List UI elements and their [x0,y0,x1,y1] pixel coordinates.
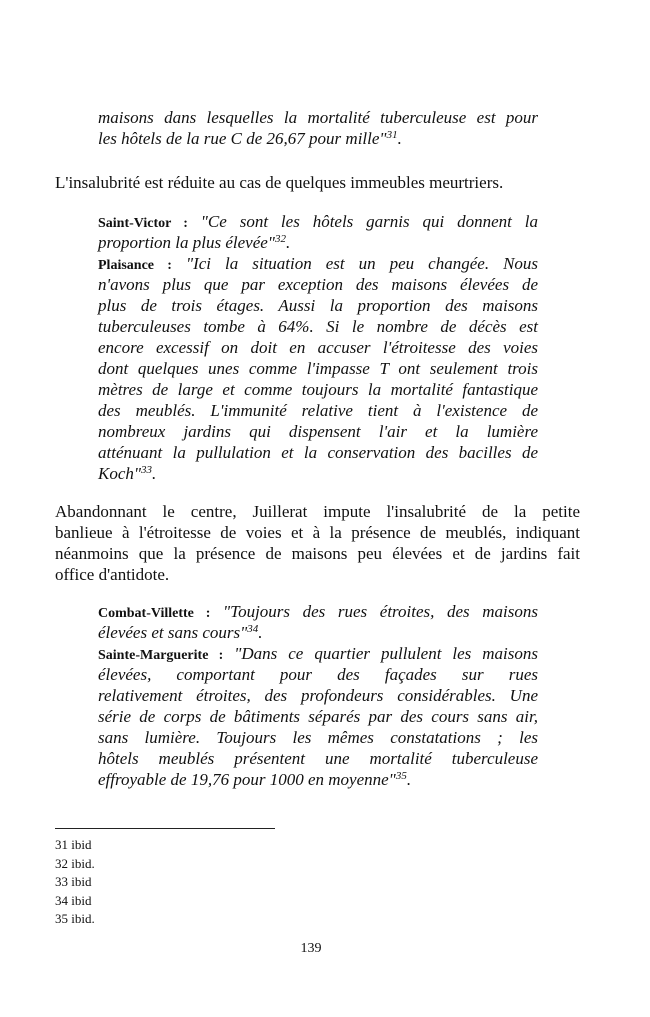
footnote: 31 ibid [55,837,92,852]
text-line: des meublés. L'immunité relative tient à l'existence de [98,401,538,420]
text-line: dont quelques unes comme l'impasse T ont seulement trois [98,359,538,378]
footnotes [55,836,95,929]
district-label: Combat-Villette : [98,606,211,621]
text-line: Abandonnant le centre, Juillerat impute l'insalubrité de la petite [55,502,580,521]
footnote-ref[interactable]: 34 [247,623,259,635]
footnote-ref[interactable]: 33 [141,464,153,476]
text-line: série de corps de bâtiments séparés par des cours sans air, [98,707,538,726]
footnote: 33 ibid [55,874,92,889]
text-line: les hôtels de la rue C de 26,67 pour mille"$^{31}$. [98,129,402,148]
body-paragraph [55,172,580,193]
quote-block-combat-marguerite: Combat-Villette : "Toujours des rues étroites, des maisons élevées et sans cours"$^{34}$. Sainte-Marguerite : "Dans ce quartier pullulent les maisons élevées, comportant pour des façades sur rues relativement étroites, des profondeurs considérables. Une série de corps de bâtiments séparés par des cours sans air, sans lumière. Toujours les mêmes constatations ; les hôtels meublés présentent une mortalité tuberculeuse effroyable de 19,76 pour 1000 en moyenne"$^{35}$. [98,602,538,789]
district-label: Plaisance : [98,258,172,273]
text-line: hôtels meublés présentent une mortalité tuberculeuse [98,749,538,768]
district-label: Sainte-Marguerite : [98,648,224,663]
text-line: banlieue à l'étroitesse de voies et à la présence de meublés, indiquant [55,523,580,542]
footnote-ref[interactable]: 32 [274,233,286,245]
quote-continuation [98,107,538,149]
footnote: 34 ibid [55,892,92,908]
text-line: néanmoins que la présence de maisons peu élevées et de jardins fait [55,544,580,563]
footnote: 32 ibid. [55,855,95,871]
text-line: office d'antidote. [55,565,170,584]
text-line: sans lumière. Toujours les mêmes constatations ; les [98,728,538,747]
footnote: 35 ibid. [55,911,95,926]
text-line: mètres de large et comme toujours la mortalité fantastique [98,380,538,399]
quote-block-saint-victor-plaisance: Saint-Victor : "Ce sont les hôtels garnis qui donnent la proportion la plus élevée"$^{32}$. Plaisance : "Ici la situation est un peu changée. Nous n'avons plus que par exception des maisons élevées de plus de trois étages. Aussi la proportion des maisons tuberculeuses tombe à 64%. Si le nombre de décès est encore excessif on doit en accuser l'étroitesse des voies dont quelques unes comme l'impasse T ont seulement trois mètres de large et comme toujours la mortalité fantastique des meublés. L'immunité relative tient à l'existence de nombreux jardins qui dispensent l'air et la lumière atténuant la pullulation et la conservation des bacilles de Koch"$^{33}$. [98,212,539,483]
text-line: relativement étroites, des profondeurs considérables. Une [98,686,538,705]
text-line: encore excessif on doit en accuser l'étroitesse des voies [98,338,538,357]
page-number: 139 [300,941,322,956]
text-line: atténuant la pullulation et la conservation des bacilles de [98,443,538,462]
text-line: tuberculeuses tombe à 64%. Si le nombre de décès est [98,317,538,336]
body-paragraph [55,501,580,585]
text-line: L'insalubrité est réduite au cas de quelques immeubles meurtriers. [55,173,504,192]
footnote-divider [55,828,275,829]
footnote-ref[interactable]: 31 [386,129,398,141]
text-line: maisons dans lesquelles la mortalité tuberculeuse est pour [98,108,538,127]
text-line: n'avons plus que par exception des maisons élevées de [98,275,538,294]
footnote-ref[interactable]: 35 [395,770,407,782]
text-line: élevées, comportant pour des façades sur rues [98,665,538,684]
text-line: plus de trois étages. Aussi la proportion des maisons [98,296,538,315]
text-line: nombreux jardins qui dispensent l'air et la lumière [98,422,538,441]
district-label: Saint-Victor : [98,216,188,231]
